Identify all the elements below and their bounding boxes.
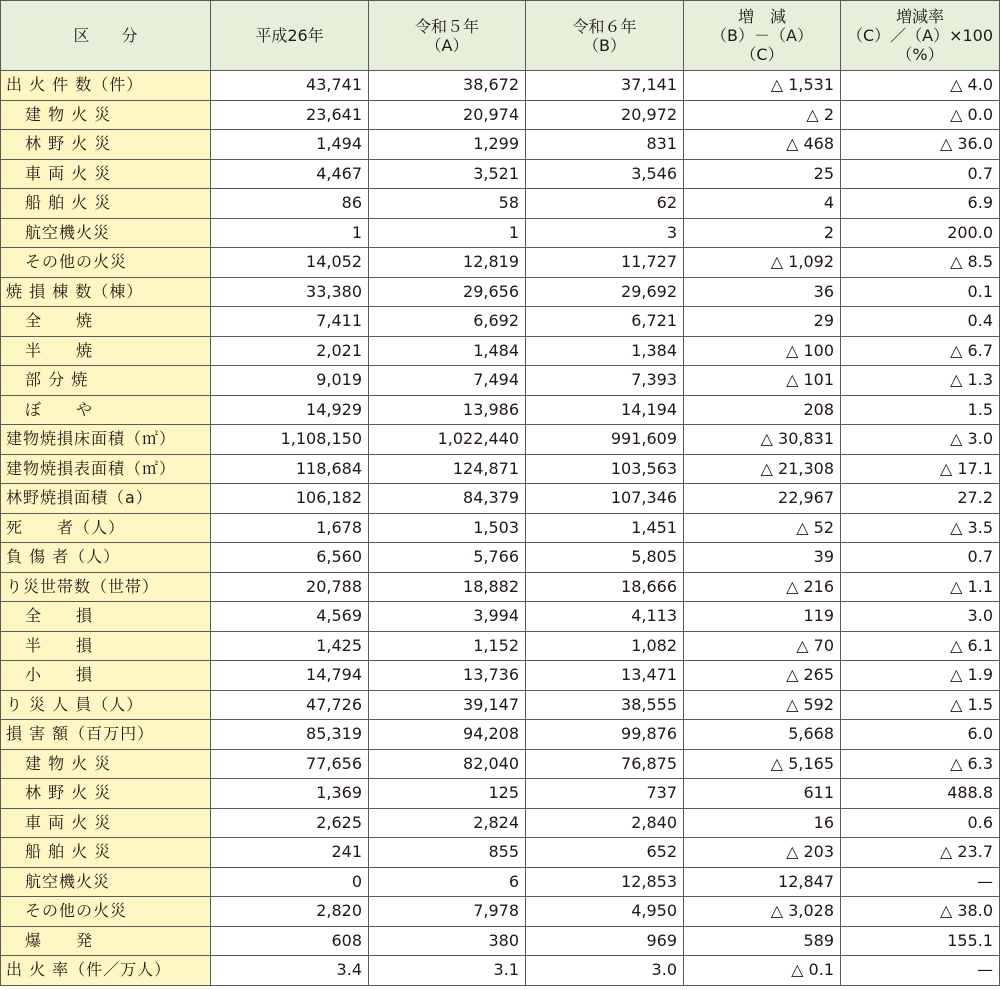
row-label: 車 両 火 災: [1, 808, 211, 838]
row-label: 航空機火災: [1, 218, 211, 248]
table-cell: △ 2: [684, 100, 841, 130]
table-cell: 2,625: [211, 808, 369, 838]
row-label: 負 傷 者（人）: [1, 543, 211, 573]
table-cell: △ 23.7: [841, 838, 1000, 868]
table-cell: 82,040: [369, 749, 526, 779]
table-cell: 3.0: [841, 602, 1000, 632]
table-cell: 969: [526, 926, 684, 956]
table-cell: 831: [526, 130, 684, 160]
table-cell: 12,847: [684, 867, 841, 897]
table-row: [1, 189, 1000, 219]
table-cell: 118,684: [211, 454, 369, 484]
table-row: [1, 100, 1000, 130]
table-cell: 7,494: [369, 366, 526, 396]
table-cell: 77,656: [211, 749, 369, 779]
table-cell: △ 21,308: [684, 454, 841, 484]
table-cell: 155.1: [841, 926, 1000, 956]
table-cell: △ 5,165: [684, 749, 841, 779]
row-label: 部 分 焼: [1, 366, 211, 396]
table-cell: 16: [684, 808, 841, 838]
table-cell: △ 52: [684, 513, 841, 543]
table-row: [1, 366, 1000, 396]
table-cell: 1,022,440: [369, 425, 526, 455]
table-cell: 1,299: [369, 130, 526, 160]
table-body: [1, 71, 1000, 986]
table-cell: 608: [211, 926, 369, 956]
table-cell: 85,319: [211, 720, 369, 750]
row-label: 出 火 率（件／万人）: [1, 956, 211, 986]
table-cell: △ 216: [684, 572, 841, 602]
table-cell: 47,726: [211, 690, 369, 720]
table-cell: 6.9: [841, 189, 1000, 219]
table-cell: △ 4.0: [841, 71, 1000, 101]
table-row: [1, 277, 1000, 307]
table-row: [1, 602, 1000, 632]
table-cell: 1,484: [369, 336, 526, 366]
table-row: [1, 779, 1000, 809]
table-cell: 1.5: [841, 395, 1000, 425]
row-label: 建 物 火 災: [1, 749, 211, 779]
table-cell: △ 6.3: [841, 749, 1000, 779]
row-label: 半 焼: [1, 336, 211, 366]
table-cell: △ 6.1: [841, 631, 1000, 661]
row-label: 爆 発: [1, 926, 211, 956]
row-label: 半 損: [1, 631, 211, 661]
table-cell: △ 0.0: [841, 100, 1000, 130]
table-cell: 380: [369, 926, 526, 956]
row-label: 建物焼損床面積（㎡）: [1, 425, 211, 455]
table-cell: △ 3,028: [684, 897, 841, 927]
table-cell: 200.0: [841, 218, 1000, 248]
table-cell: 1: [369, 218, 526, 248]
table-cell: 737: [526, 779, 684, 809]
table-cell: 2,824: [369, 808, 526, 838]
table-cell: 0.4: [841, 307, 1000, 337]
header-category: 区 分: [1, 1, 211, 71]
table-cell: 36: [684, 277, 841, 307]
table-cell: 99,876: [526, 720, 684, 750]
table-row: [1, 838, 1000, 868]
table-cell: 1,451: [526, 513, 684, 543]
table-cell: 22,967: [684, 484, 841, 514]
table-cell: 119: [684, 602, 841, 632]
row-label: 死 者（人）: [1, 513, 211, 543]
table-cell: 86: [211, 189, 369, 219]
row-label: 車 両 火 災: [1, 159, 211, 189]
table-row: [1, 336, 1000, 366]
row-label: 全 焼: [1, 307, 211, 337]
table-cell: 488.8: [841, 779, 1000, 809]
table-cell: 43,741: [211, 71, 369, 101]
table-cell: 13,471: [526, 661, 684, 691]
table-cell: 13,986: [369, 395, 526, 425]
table-cell: 12,819: [369, 248, 526, 278]
table-cell: 1,082: [526, 631, 684, 661]
table-row: [1, 720, 1000, 750]
table-row: [1, 956, 1000, 986]
table-cell: 125: [369, 779, 526, 809]
table-cell: 37,141: [526, 71, 684, 101]
table-cell: △ 1.3: [841, 366, 1000, 396]
row-label: 小 損: [1, 661, 211, 691]
table-cell: △ 3.5: [841, 513, 1000, 543]
table-cell: 20,974: [369, 100, 526, 130]
table-cell: 7,978: [369, 897, 526, 927]
table-cell: —: [841, 867, 1000, 897]
table-row: [1, 218, 1000, 248]
table-cell: 1,425: [211, 631, 369, 661]
table-cell: 39: [684, 543, 841, 573]
table-cell: △ 38.0: [841, 897, 1000, 927]
table-cell: 6: [369, 867, 526, 897]
table-row: [1, 867, 1000, 897]
table-row: [1, 572, 1000, 602]
row-label: 林野焼損面積（a）: [1, 484, 211, 514]
row-label: 林 野 火 災: [1, 779, 211, 809]
table-cell: 18,882: [369, 572, 526, 602]
row-label: 建物焼損表面積（㎡）: [1, 454, 211, 484]
table-cell: 6,560: [211, 543, 369, 573]
table-cell: 39,147: [369, 690, 526, 720]
table-row: [1, 307, 1000, 337]
table-cell: △ 36.0: [841, 130, 1000, 160]
table-cell: 0.1: [841, 277, 1000, 307]
table-cell: 23,641: [211, 100, 369, 130]
table-row: [1, 425, 1000, 455]
row-label: り 災 人 員（人）: [1, 690, 211, 720]
table-cell: 0.7: [841, 543, 1000, 573]
table-cell: 38,672: [369, 71, 526, 101]
table-cell: 103,563: [526, 454, 684, 484]
table-row: [1, 159, 1000, 189]
table-cell: 4,950: [526, 897, 684, 927]
table-cell: 14,194: [526, 395, 684, 425]
table-cell: △ 6.7: [841, 336, 1000, 366]
table-cell: 991,609: [526, 425, 684, 455]
table-cell: 13,736: [369, 661, 526, 691]
header-change-rate: 増減率 （C）／（A）×100 （%）: [841, 1, 1000, 71]
table-row: [1, 631, 1000, 661]
table-row: [1, 661, 1000, 691]
row-label: 船 舶 火 災: [1, 189, 211, 219]
table-cell: 27.2: [841, 484, 1000, 514]
table-cell: 1,384: [526, 336, 684, 366]
table-cell: △ 592: [684, 690, 841, 720]
table-cell: 4,467: [211, 159, 369, 189]
row-label: その他の火災: [1, 248, 211, 278]
table-cell: 3,521: [369, 159, 526, 189]
table-cell: △ 1.1: [841, 572, 1000, 602]
table-row: [1, 395, 1000, 425]
table-cell: 33,380: [211, 277, 369, 307]
table-cell: 1: [211, 218, 369, 248]
table-cell: 20,972: [526, 100, 684, 130]
row-label: ぼ や: [1, 395, 211, 425]
table-cell: 25: [684, 159, 841, 189]
table-cell: 84,379: [369, 484, 526, 514]
table-cell: 7,411: [211, 307, 369, 337]
table-cell: 20,788: [211, 572, 369, 602]
table-row: [1, 130, 1000, 160]
table-cell: 3,546: [526, 159, 684, 189]
table-cell: 589: [684, 926, 841, 956]
table-cell: 3.4: [211, 956, 369, 986]
table-cell: 11,727: [526, 248, 684, 278]
row-label: その他の火災: [1, 897, 211, 927]
table-cell: 29: [684, 307, 841, 337]
table-cell: 0: [211, 867, 369, 897]
table-cell: 241: [211, 838, 369, 868]
row-label: 航空機火災: [1, 867, 211, 897]
table-cell: △ 265: [684, 661, 841, 691]
header-r5: 令和５年 （A）: [369, 1, 526, 71]
table-cell: △ 100: [684, 336, 841, 366]
table-cell: 1,494: [211, 130, 369, 160]
table-cell: 3.1: [369, 956, 526, 986]
table-cell: △ 17.1: [841, 454, 1000, 484]
table-cell: 2,820: [211, 897, 369, 927]
table-cell: 14,052: [211, 248, 369, 278]
table-cell: 29,692: [526, 277, 684, 307]
row-label: 全 損: [1, 602, 211, 632]
table-row: [1, 897, 1000, 927]
table-cell: △ 3.0: [841, 425, 1000, 455]
table-cell: 208: [684, 395, 841, 425]
table-cell: 12,853: [526, 867, 684, 897]
table-row: [1, 454, 1000, 484]
table-cell: 5,805: [526, 543, 684, 573]
table-row: [1, 484, 1000, 514]
table-row: [1, 808, 1000, 838]
header-r6: 令和６年 （B）: [526, 1, 684, 71]
table-cell: 29,656: [369, 277, 526, 307]
table-cell: 3.0: [526, 956, 684, 986]
table-cell: 611: [684, 779, 841, 809]
header-h26: 平成26年: [211, 1, 369, 71]
table-cell: 0.7: [841, 159, 1000, 189]
table-cell: 9,019: [211, 366, 369, 396]
table-row: [1, 690, 1000, 720]
table-cell: 18,666: [526, 572, 684, 602]
table-row: [1, 926, 1000, 956]
table-cell: 94,208: [369, 720, 526, 750]
table-cell: △ 101: [684, 366, 841, 396]
table-cell: △ 8.5: [841, 248, 1000, 278]
table-cell: 652: [526, 838, 684, 868]
table-row: [1, 513, 1000, 543]
table-cell: 62: [526, 189, 684, 219]
table-cell: 1,678: [211, 513, 369, 543]
table-cell: △ 1.5: [841, 690, 1000, 720]
table-cell: △ 0.1: [684, 956, 841, 986]
row-label: 焼 損 棟 数（棟）: [1, 277, 211, 307]
table-cell: 6.0: [841, 720, 1000, 750]
table-cell: △ 70: [684, 631, 841, 661]
table-cell: 5,766: [369, 543, 526, 573]
table-cell: 2: [684, 218, 841, 248]
table-cell: 6,692: [369, 307, 526, 337]
table-row: [1, 248, 1000, 278]
table-cell: 14,794: [211, 661, 369, 691]
table-cell: △ 203: [684, 838, 841, 868]
table-cell: 3,994: [369, 602, 526, 632]
table-cell: 1,369: [211, 779, 369, 809]
table-cell: 1,503: [369, 513, 526, 543]
table-cell: 4,113: [526, 602, 684, 632]
table-header: [1, 1, 1000, 71]
table-cell: △ 1,092: [684, 248, 841, 278]
table-cell: —: [841, 956, 1000, 986]
table-row: [1, 749, 1000, 779]
table-cell: 106,182: [211, 484, 369, 514]
table-cell: 38,555: [526, 690, 684, 720]
table-cell: 58: [369, 189, 526, 219]
row-label: 損 害 額（百万円）: [1, 720, 211, 750]
table-cell: 7,393: [526, 366, 684, 396]
table-cell: △ 1.9: [841, 661, 1000, 691]
table-cell: △ 468: [684, 130, 841, 160]
table-row: [1, 71, 1000, 101]
table-cell: △ 30,831: [684, 425, 841, 455]
table-cell: 2,021: [211, 336, 369, 366]
table-cell: 5,668: [684, 720, 841, 750]
table-cell: 2,840: [526, 808, 684, 838]
table-cell: 1,152: [369, 631, 526, 661]
table-cell: 4,569: [211, 602, 369, 632]
table-cell: 0.6: [841, 808, 1000, 838]
table-cell: 76,875: [526, 749, 684, 779]
table-cell: 6,721: [526, 307, 684, 337]
header-change: 増 減 （B）－（A） （C）: [684, 1, 841, 71]
table-cell: 124,871: [369, 454, 526, 484]
row-label: 船 舶 火 災: [1, 838, 211, 868]
table-cell: 107,346: [526, 484, 684, 514]
row-label: り災世帯数（世帯）: [1, 572, 211, 602]
table-cell: 1,108,150: [211, 425, 369, 455]
table-cell: 4: [684, 189, 841, 219]
row-label: 建 物 火 災: [1, 100, 211, 130]
row-label: 出 火 件 数（件）: [1, 71, 211, 101]
table-cell: 855: [369, 838, 526, 868]
table-row: [1, 543, 1000, 573]
row-label: 林 野 火 災: [1, 130, 211, 160]
table-cell: 14,929: [211, 395, 369, 425]
table-cell: 3: [526, 218, 684, 248]
table-cell: △ 1,531: [684, 71, 841, 101]
